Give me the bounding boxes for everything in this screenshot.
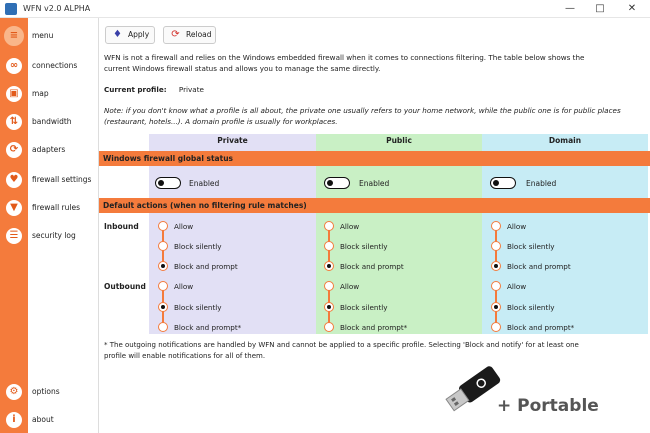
footnote bbox=[104, 340, 644, 362]
domain-enabled-toggle[interactable] bbox=[490, 177, 516, 189]
global-status-header: Windows firewall global status bbox=[99, 151, 650, 166]
public-enabled-label: Enabled bbox=[359, 179, 390, 188]
public-inbound-block-silently-label: Block silently bbox=[340, 242, 388, 251]
public-inbound-allow-radio[interactable] bbox=[324, 221, 334, 231]
toolbar bbox=[99, 22, 650, 48]
sidebar-strip bbox=[0, 18, 28, 433]
intro-text-2: current Windows firewall status and allows you to manage the same directly. bbox=[104, 64, 381, 73]
public-inbound-block-prompt-label: Block and prompt bbox=[340, 262, 404, 271]
inbound-label: Inbound bbox=[104, 222, 139, 231]
private-outbound-block-silently-label: Block silently bbox=[174, 303, 222, 312]
nav-item-adapters[interactable]: adapters bbox=[32, 145, 66, 154]
note-text-1: Note: if you don't know what a profile is all about, the private one usually refers to your home network, while the public one is for public places bbox=[104, 106, 621, 115]
apply-button[interactable] bbox=[105, 26, 155, 44]
nav-item-options[interactable]: options bbox=[32, 387, 60, 396]
footnote-line-1: * The outgoing notifications are handled by WFN and cannot be applied to a specific profile. Selecting 'Block and notify' for at least one bbox=[104, 341, 579, 349]
private-outbound-block-silently-radio[interactable] bbox=[158, 302, 168, 312]
nav-item-security-log[interactable]: security log bbox=[32, 231, 76, 240]
reload-label: Reload bbox=[186, 30, 212, 39]
current-profile-label: Current profile: bbox=[104, 85, 167, 94]
current-profile-value: Private bbox=[178, 85, 204, 94]
private-enabled-label: Enabled bbox=[189, 179, 220, 188]
domain-outbound-block-silently-label: Block silently bbox=[507, 303, 555, 312]
title-bar bbox=[0, 0, 650, 18]
public-outbound-block-silently-label: Block silently bbox=[340, 303, 388, 312]
public-outbound-allow-radio[interactable] bbox=[324, 281, 334, 291]
menu-icon[interactable]: ≡ bbox=[4, 26, 24, 46]
adapters-icon[interactable]: ⟳ bbox=[4, 140, 24, 160]
firewall-settings-panel bbox=[99, 48, 650, 433]
apply-label: Apply bbox=[128, 30, 150, 39]
footnote-line-2: profile will enable notifications for all of them. bbox=[104, 352, 266, 360]
domain-outbound-allow-label: Allow bbox=[507, 282, 527, 291]
public-outbound-allow-label: Allow bbox=[340, 282, 360, 291]
domain-outbound-block-silently-radio[interactable] bbox=[491, 302, 501, 312]
column-header-domain: Domain bbox=[482, 134, 648, 148]
domain-inbound-block-silently-radio[interactable] bbox=[491, 241, 501, 251]
public-outbound-block-prompt-label: Block and prompt* bbox=[340, 323, 408, 332]
domain-inbound-allow-label: Allow bbox=[507, 222, 527, 231]
private-inbound-block-silently-radio[interactable] bbox=[158, 241, 168, 251]
public-inbound-block-prompt-radio[interactable] bbox=[324, 261, 334, 271]
current-profile bbox=[104, 84, 204, 95]
bandwidth-icon[interactable]: ⇅ bbox=[4, 112, 24, 132]
nav-panel bbox=[28, 18, 99, 433]
map-icon[interactable]: ▣ bbox=[4, 84, 24, 104]
info-icon[interactable]: i bbox=[4, 410, 24, 430]
domain-inbound-block-prompt-label: Block and prompt bbox=[507, 262, 571, 271]
private-inbound-block-prompt-label: Block and prompt bbox=[174, 262, 238, 271]
domain-outbound-block-prompt-label: Block and prompt* bbox=[507, 323, 575, 332]
public-inbound-block-silently-radio[interactable] bbox=[324, 241, 334, 251]
column-header-private: Private bbox=[149, 134, 316, 148]
domain-outbound-block-prompt-radio[interactable] bbox=[491, 322, 501, 332]
private-outbound-block-prompt-label: Block and prompt* bbox=[174, 323, 242, 332]
nav-item-about[interactable]: about bbox=[32, 415, 54, 424]
public-outbound-block-silently-radio[interactable] bbox=[324, 302, 334, 312]
log-icon[interactable]: ☰ bbox=[4, 226, 24, 246]
domain-inbound-block-silently-label: Block silently bbox=[507, 242, 555, 251]
public-enabled-toggle[interactable] bbox=[324, 177, 350, 189]
domain-inbound-allow-radio[interactable] bbox=[491, 221, 501, 231]
domain-enabled-label: Enabled bbox=[526, 179, 557, 188]
private-inbound-block-prompt-radio[interactable] bbox=[158, 261, 168, 271]
portable-overlay-text: + Portable bbox=[497, 396, 599, 416]
private-inbound-allow-radio[interactable] bbox=[158, 221, 168, 231]
private-inbound-allow-label: Allow bbox=[174, 222, 194, 231]
filter-icon[interactable]: ▼ bbox=[4, 198, 24, 218]
private-outbound-block-prompt-radio[interactable] bbox=[158, 322, 168, 332]
nav-item-connections[interactable]: connections bbox=[32, 61, 78, 70]
private-outbound-allow-radio[interactable] bbox=[158, 281, 168, 291]
close-icon[interactable]: ✕ bbox=[627, 3, 637, 14]
nav-item-firewall-rules[interactable]: firewall rules bbox=[32, 203, 80, 212]
reload-button[interactable] bbox=[163, 26, 216, 44]
connections-icon[interactable]: ∞ bbox=[4, 56, 24, 76]
app-icon bbox=[5, 3, 17, 15]
private-outbound-allow-label: Allow bbox=[174, 282, 194, 291]
column-header-public: Public bbox=[316, 134, 482, 148]
intro-text-1: WFN is not a firewall and relies on the Windows embedded firewall when it comes to connections filtering. The table below shows the bbox=[104, 53, 585, 62]
window-title: WFN v2.0 ALPHA bbox=[23, 4, 91, 13]
reload-icon: ⟳ bbox=[171, 29, 180, 40]
default-actions-header: Default actions (when no filtering rule matches) bbox=[99, 198, 650, 213]
maximize-icon[interactable]: □ bbox=[595, 3, 605, 14]
shield-check-icon: ♦ bbox=[113, 29, 122, 40]
nav-item-firewall-settings[interactable]: firewall settings bbox=[32, 175, 92, 184]
public-outbound-block-prompt-radio[interactable] bbox=[324, 322, 334, 332]
private-enabled-toggle[interactable] bbox=[155, 177, 181, 189]
note-text-2: (restaurant, hotels...). A domain profile is usually for workplaces. bbox=[104, 117, 338, 126]
public-inbound-allow-label: Allow bbox=[340, 222, 360, 231]
outbound-label: Outbound bbox=[104, 282, 146, 291]
domain-outbound-allow-radio[interactable] bbox=[491, 281, 501, 291]
nav-item-menu[interactable]: menu bbox=[32, 31, 54, 40]
minimize-icon[interactable]: — bbox=[565, 3, 575, 14]
gear-icon[interactable]: ⚙ bbox=[4, 382, 24, 402]
nav-item-bandwidth[interactable]: bandwidth bbox=[32, 117, 72, 126]
shield-icon[interactable]: ♥ bbox=[4, 170, 24, 190]
domain-inbound-block-prompt-radio[interactable] bbox=[491, 261, 501, 271]
nav-item-map[interactable]: map bbox=[32, 89, 49, 98]
private-inbound-block-silently-label: Block silently bbox=[174, 242, 222, 251]
